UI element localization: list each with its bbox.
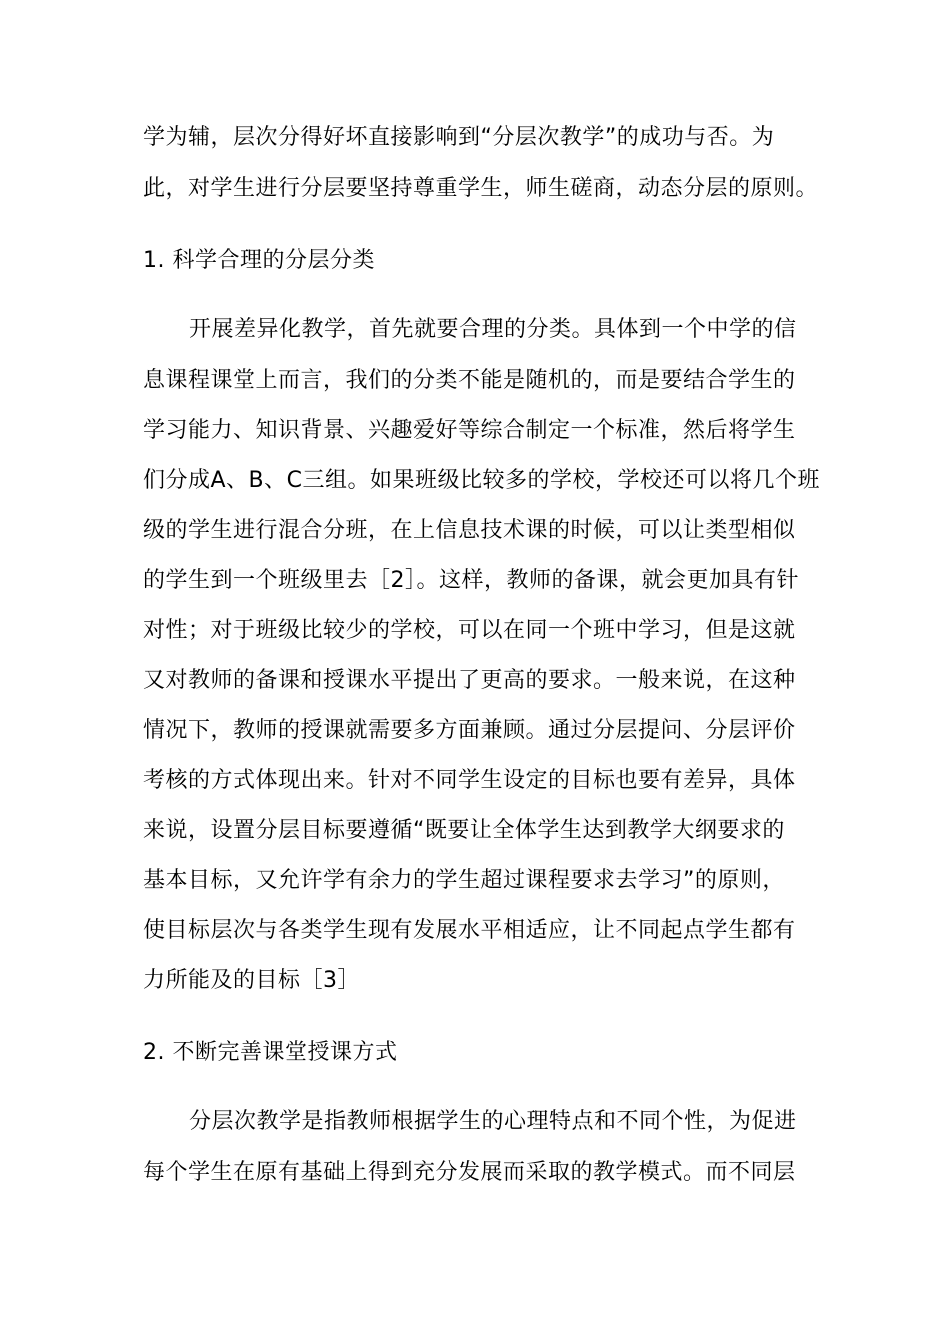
paragraph-line: 的学生到一个班级里去［2］。这样，教师的备课，就会更加具有针 [143,568,799,593]
section-heading: 2. 不断完善课堂授课方式 [143,1040,398,1065]
paragraph-line: 学习能力、知识背景、兴趣爱好等综合制定一个标准，然后将学生 [143,418,796,443]
paragraph-line: 开展差异化教学，首先就要合理的分类。具体到一个中学的信 [189,317,797,342]
paragraph-line: 级的学生进行混合分班，在上信息技术课的时候，可以让类型相似 [143,518,796,543]
section-heading: 1. 科学合理的分层分类 [143,248,375,273]
paragraph-line: 来说，设置分层目标要遵循“既要让全体学生达到教学大纲要求的 [143,818,785,843]
paragraph-line: 考核的方式体现出来。针对不同学生设定的目标也要有差异，具体 [143,768,796,793]
paragraph-line: 使目标层次与各类学生现有发展水平相适应，让不同起点学生都有 [143,918,796,943]
paragraph-line: 分层次教学是指教师根据学生的心理特点和不同个性，为促进 [189,1109,797,1134]
paragraph-line: 此，对学生进行分层要坚持尊重学生，师生磋商，动态分层的原则。 [143,176,819,201]
paragraph-line: 对性；对于班级比较少的学校，可以在同一个班中学习，但是这就 [143,618,796,643]
paragraph-line: 力所能及的目标［3］ [143,968,360,993]
paragraph-line: 又对教师的备课和授课水平提出了更高的要求。一般来说，在这种 [143,668,796,693]
paragraph-line: 们分成A、B、C三组。如果班级比较多的学校，学校还可以将几个班 [143,468,821,493]
paragraph-line: 情况下，教师的授课就需要多方面兼顾。通过分层提问、分层评价 [143,718,796,743]
paragraph-line: 基本目标，又允许学有余力的学生超过课程要求去学习”的原则， [143,868,785,893]
paragraph-line: 息课程课堂上而言，我们的分类不能是随机的，而是要结合学生的 [143,368,796,393]
paragraph-line: 每个学生在原有基础上得到充分发展而采取的教学模式。而不同层 [143,1160,796,1185]
paragraph-line: 学为辅，层次分得好坏直接影响到“分层次教学”的成功与否。为 [143,125,775,150]
